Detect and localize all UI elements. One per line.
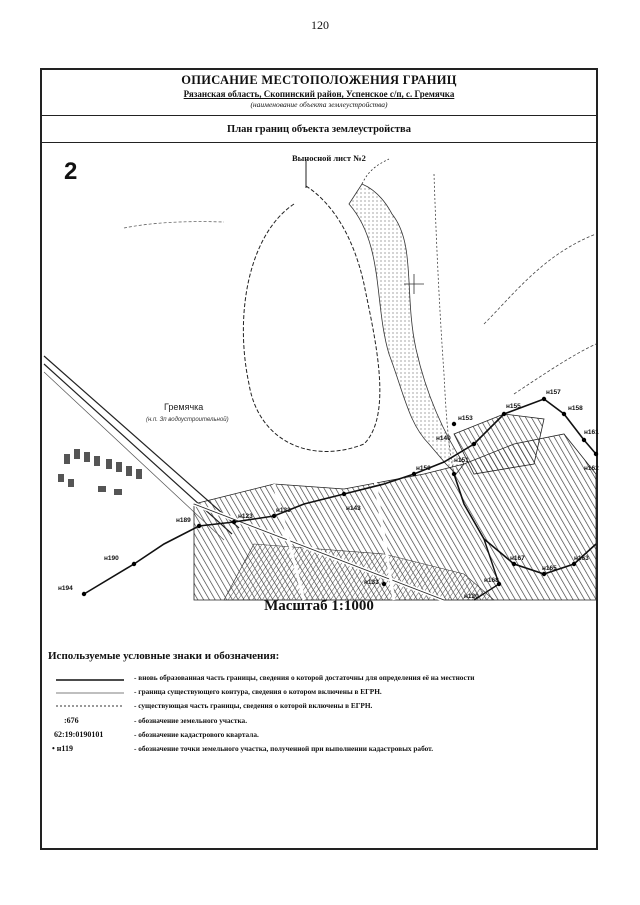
svg-text:н165: н165: [542, 565, 557, 572]
legend-title: Используемые условные знаки и обозначения:: [48, 650, 280, 662]
svg-text:н190: н190: [104, 555, 119, 562]
new-boundary-symbol: [54, 674, 126, 686]
svg-text:н120: н120: [464, 593, 479, 600]
legend-item: [48, 686, 596, 700]
map-scale: Масштаб 1:1000: [264, 598, 374, 614]
existing-boundary-symbol: [54, 700, 126, 712]
svg-text:н133: н133: [276, 507, 291, 514]
svg-text:н143: н143: [346, 505, 361, 512]
legend-text: - граница существующего контура, сведения о котором включены в ЕГРН.: [134, 687, 382, 696]
legend-item: [48, 743, 596, 757]
point-symbol: • н119: [52, 744, 73, 753]
svg-text:н189: н189: [176, 517, 191, 524]
document-title: ОПИСАНИЕ МЕСТОПОЛОЖЕНИЯ ГРАНИЦ: [181, 73, 457, 87]
plan-title: План границ объекта землеустройства: [42, 117, 596, 143]
svg-text:н162: н162: [584, 465, 599, 472]
svg-text:н123: н123: [238, 513, 253, 520]
map-drawing: [44, 144, 599, 600]
svg-text:н161: н161: [584, 429, 599, 436]
place-note-label: (н.п. Зп водоустроительной): [146, 417, 229, 423]
location-caption: (наименование объекта землеустройства): [250, 100, 388, 109]
page-number: 120: [311, 18, 329, 32]
svg-text:н167: н167: [510, 555, 525, 562]
cadastral-quarter-symbol: 62:19:0190101: [54, 730, 104, 739]
svg-text:н140: н140: [436, 435, 451, 442]
legend-item: [48, 672, 596, 686]
legend-text: - существующая часть границы, сведения о которой включены в ЕГРН.: [134, 701, 373, 710]
legend-item: [48, 729, 596, 743]
svg-text:н158: н158: [568, 405, 583, 412]
svg-text:н150: н150: [416, 465, 431, 472]
svg-text:н153: н153: [458, 415, 473, 422]
place-name-label: Гремячка: [164, 402, 204, 412]
legend-text: - вновь образованная часть границы, сведения о которой достаточны для определения её на местности: [134, 673, 475, 682]
parcel-symbol: :676: [64, 716, 79, 725]
document-frame: [40, 68, 598, 850]
legend-item: [48, 700, 596, 714]
svg-text:н151: н151: [454, 457, 469, 464]
callout-label: Выносной лист №2: [292, 153, 366, 163]
svg-text:н133: н133: [364, 579, 379, 586]
legend-item: [48, 715, 596, 729]
cadastral-map: [44, 144, 599, 600]
legend-text: - обозначение точки земельного участка, полученной при выполнении кадастровых работ.: [134, 744, 434, 753]
location-line: Рязанская область, Скопинский район, Успенское с/п, с. Гремячка: [183, 89, 455, 99]
header-block: [42, 70, 596, 116]
existing-contour-symbol: [54, 687, 126, 699]
sheet-number: 2: [64, 158, 78, 185]
svg-text:н163: н163: [574, 555, 589, 562]
legend-text: - обозначение кадастрового квартала.: [134, 730, 259, 739]
svg-text:н157: н157: [546, 389, 561, 396]
legend-text: - обозначение земельного участка.: [134, 716, 248, 725]
svg-text:н155: н155: [506, 403, 521, 410]
svg-text:н194: н194: [58, 585, 73, 592]
svg-text:н168: н168: [484, 577, 499, 584]
